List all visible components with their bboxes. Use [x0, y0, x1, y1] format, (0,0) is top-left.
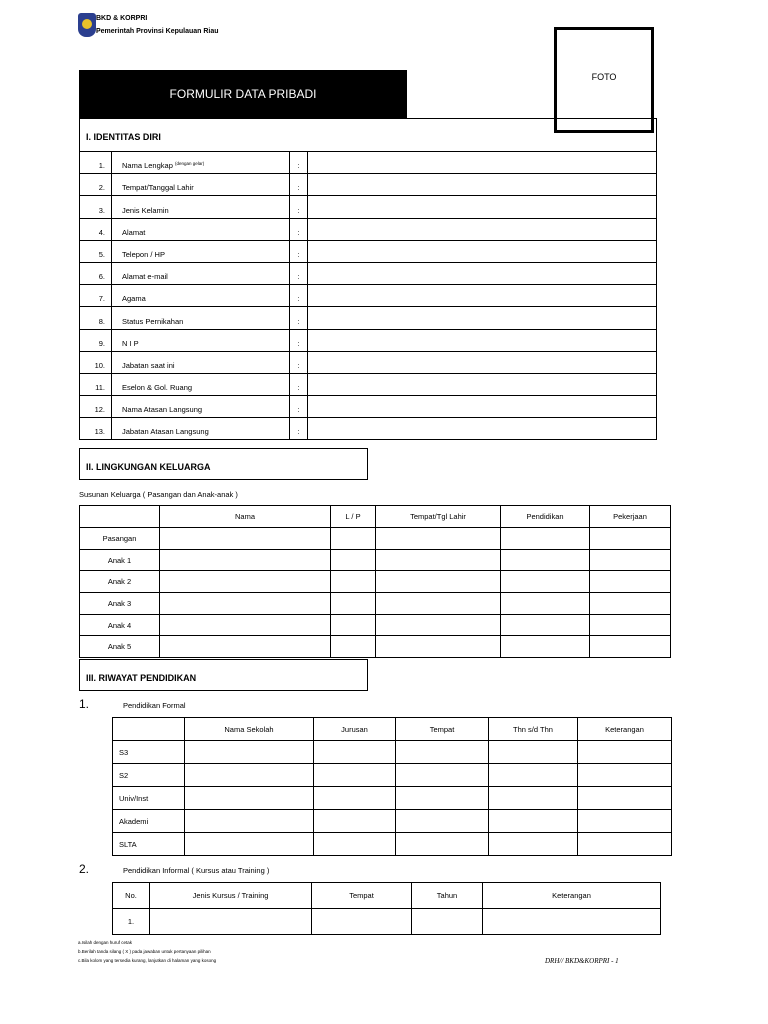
- field-label: Eselon & Gol. Ruang: [122, 383, 193, 393]
- formal-input-cell[interactable]: [396, 764, 489, 787]
- family-row: [80, 593, 671, 615]
- informal-row-label: 1.: [113, 909, 150, 935]
- field-number: 10.: [80, 351, 112, 373]
- family-input-cell[interactable]: [501, 614, 590, 636]
- identity-row: [80, 307, 657, 329]
- section-pendidikan-title: III. RIWAYAT PENDIDIKAN: [79, 659, 368, 691]
- field-colon: :: [290, 396, 308, 418]
- family-input-cell[interactable]: [331, 636, 376, 658]
- identity-row: [80, 262, 657, 284]
- field-label-cell: [112, 396, 290, 418]
- field-label: Jabatan Atasan Langsung: [122, 427, 209, 437]
- formal-header: Nama Sekolah: [185, 718, 314, 741]
- formal-input-cell[interactable]: [396, 741, 489, 764]
- formal-input-cell[interactable]: [185, 833, 314, 856]
- field-number: 11.: [80, 373, 112, 395]
- informal-input-cell[interactable]: [412, 909, 483, 935]
- family-row: [80, 549, 671, 571]
- field-number: 1.: [80, 152, 112, 174]
- formal-input-cell[interactable]: [578, 764, 672, 787]
- field-label-cell: [112, 218, 290, 240]
- informal-row: [113, 909, 661, 935]
- identity-row: [80, 152, 657, 174]
- informal-label: Pendidikan Informal ( Kursus atau Training ): [123, 866, 270, 875]
- note-a: a.Isilah dengan huruf cetak: [78, 940, 133, 945]
- field-input[interactable]: [308, 196, 657, 218]
- section-identitas-title: I. IDENTITAS DIRI: [79, 118, 657, 152]
- informal-header: Tempat: [312, 883, 412, 909]
- field-number: 8.: [80, 307, 112, 329]
- form-title-text: FORMULIR DATA PRIBADI: [169, 87, 317, 101]
- formal-input-cell[interactable]: [314, 741, 396, 764]
- formal-input-cell[interactable]: [185, 741, 314, 764]
- identity-table: [79, 151, 657, 440]
- field-label: Telepon / HP: [122, 249, 165, 259]
- family-input-cell[interactable]: [590, 528, 671, 550]
- family-input-cell[interactable]: [376, 614, 501, 636]
- field-input[interactable]: [308, 396, 657, 418]
- family-input-cell[interactable]: [590, 549, 671, 571]
- formal-row-label: Akademi: [113, 810, 185, 833]
- informal-number: 2.: [79, 862, 90, 876]
- informal-input-cell[interactable]: [150, 909, 312, 935]
- field-label-cell: [112, 196, 290, 218]
- page-footer: DRH// BKD&KORPRI - 1: [545, 957, 619, 965]
- formal-header: Tempat: [396, 718, 489, 741]
- family-header: Pendidikan: [501, 506, 590, 528]
- family-input-cell[interactable]: [590, 571, 671, 593]
- formal-input-cell[interactable]: [314, 833, 396, 856]
- field-label: Agama: [122, 294, 146, 304]
- formal-input-cell[interactable]: [489, 741, 578, 764]
- family-input-cell[interactable]: [501, 571, 590, 593]
- field-number: 9.: [80, 329, 112, 351]
- photo-label: FOTO: [591, 72, 617, 82]
- field-label-cell: [112, 174, 290, 196]
- family-input-cell[interactable]: [590, 636, 671, 658]
- formal-input-cell[interactable]: [578, 787, 672, 810]
- family-row-label: Pasangan: [80, 528, 160, 550]
- field-label-cell: [112, 240, 290, 262]
- field-number: 5.: [80, 240, 112, 262]
- field-label: N I P: [122, 338, 139, 348]
- formal-number: 1.: [79, 697, 90, 711]
- field-number: 6.: [80, 262, 112, 284]
- family-input-cell[interactable]: [160, 571, 331, 593]
- field-colon: :: [290, 285, 308, 307]
- informal-input-cell[interactable]: [312, 909, 412, 935]
- field-number: 3.: [80, 196, 112, 218]
- field-label: Status Pernikahan: [122, 316, 184, 326]
- field-input[interactable]: [308, 285, 657, 307]
- family-input-cell[interactable]: [590, 593, 671, 615]
- note-b: b.Berilah tanda silang ( X ) pada jawaban untuk pertanyaan pilihan: [78, 949, 211, 954]
- field-input[interactable]: [308, 373, 657, 395]
- family-input-cell[interactable]: [331, 528, 376, 550]
- family-input-cell[interactable]: [160, 636, 331, 658]
- org-name: BKD & KORPRI: [96, 15, 148, 22]
- field-label: Alamat: [122, 227, 146, 237]
- formal-header: Thn s/d Thn: [489, 718, 578, 741]
- informal-header: Jenis Kursus / Training: [150, 883, 312, 909]
- formal-header: Keterangan: [578, 718, 672, 741]
- formal-input-cell[interactable]: [489, 787, 578, 810]
- family-row-label: Anak 1: [80, 549, 160, 571]
- section-keluarga-title: II. LINGKUNGAN KELUARGA: [79, 448, 368, 480]
- field-colon: :: [290, 329, 308, 351]
- note-c: c.Bila kolom yang tersedia kurang, lanjutkan di halaman yang kosong: [78, 958, 217, 963]
- formal-row-label: Univ/Inst: [113, 787, 185, 810]
- formal-input-cell[interactable]: [396, 787, 489, 810]
- informal-header: Keterangan: [483, 883, 661, 909]
- family-row-label: Anak 5: [80, 636, 160, 658]
- formal-header-blank: [113, 718, 185, 741]
- field-label: Jenis Kelamin: [122, 205, 169, 215]
- family-input-cell[interactable]: [501, 549, 590, 571]
- field-label-cell: [112, 351, 290, 373]
- field-label: Nama Lengkap: [122, 161, 173, 171]
- family-input-cell[interactable]: [160, 528, 331, 550]
- formal-input-cell[interactable]: [396, 810, 489, 833]
- formal-input-cell[interactable]: [185, 764, 314, 787]
- family-input-cell[interactable]: [376, 571, 501, 593]
- identity-row: [80, 418, 657, 440]
- family-row-label: Anak 2: [80, 571, 160, 593]
- family-input-cell[interactable]: [160, 614, 331, 636]
- formal-input-cell[interactable]: [489, 764, 578, 787]
- family-row-label: Anak 4: [80, 614, 160, 636]
- formal-row: [113, 833, 672, 856]
- field-colon: :: [290, 218, 308, 240]
- field-label-cell: [112, 285, 290, 307]
- informal-header: Tahun: [412, 883, 483, 909]
- family-input-cell[interactable]: [331, 593, 376, 615]
- formal-input-cell[interactable]: [578, 741, 672, 764]
- field-colon: :: [290, 240, 308, 262]
- identity-row: [80, 285, 657, 307]
- formal-row: [113, 741, 672, 764]
- informal-input-cell[interactable]: [483, 909, 661, 935]
- family-table: [79, 505, 671, 658]
- field-label-cell: [112, 373, 290, 395]
- informal-education-table: [112, 882, 661, 935]
- field-number: 13.: [80, 418, 112, 440]
- field-input[interactable]: [308, 262, 657, 284]
- field-label-cell: [112, 262, 290, 284]
- formal-input-cell[interactable]: [396, 833, 489, 856]
- field-label-cell: [112, 329, 290, 351]
- family-input-cell[interactable]: [376, 528, 501, 550]
- family-input-cell[interactable]: [331, 614, 376, 636]
- field-number: 2.: [80, 174, 112, 196]
- family-row: [80, 636, 671, 658]
- formal-row-label: S3: [113, 741, 185, 764]
- form-title: [79, 70, 407, 118]
- formal-input-cell[interactable]: [314, 787, 396, 810]
- field-label-cell: [112, 307, 290, 329]
- family-header: Nama: [160, 506, 331, 528]
- field-label-cell: [112, 418, 290, 440]
- formal-header: Jurusan: [314, 718, 396, 741]
- field-colon: :: [290, 196, 308, 218]
- formal-label: Pendidikan Formal: [123, 701, 186, 710]
- field-label-cell: [112, 152, 290, 174]
- family-input-cell[interactable]: [590, 614, 671, 636]
- field-note: (dengan gelar): [174, 161, 205, 167]
- field-colon: :: [290, 373, 308, 395]
- family-header: Tempat/Tgl Lahir: [376, 506, 501, 528]
- formal-input-cell[interactable]: [185, 787, 314, 810]
- identity-row: [80, 351, 657, 373]
- field-input[interactable]: [308, 329, 657, 351]
- family-header: L / P: [331, 506, 376, 528]
- field-number: 7.: [80, 285, 112, 307]
- formal-input-cell[interactable]: [185, 810, 314, 833]
- field-colon: :: [290, 307, 308, 329]
- field-colon: :: [290, 152, 308, 174]
- field-input[interactable]: [308, 351, 657, 373]
- identity-row: [80, 373, 657, 395]
- family-subtitle: Susunan Keluarga ( Pasangan dan Anak-anak ): [79, 490, 238, 499]
- field-colon: :: [290, 418, 308, 440]
- field-input[interactable]: [308, 218, 657, 240]
- informal-header: No.: [113, 883, 150, 909]
- field-input[interactable]: [308, 174, 657, 196]
- family-input-cell[interactable]: [376, 549, 501, 571]
- field-input[interactable]: [308, 307, 657, 329]
- formal-input-cell[interactable]: [489, 810, 578, 833]
- formal-row-label: SLTA: [113, 833, 185, 856]
- field-input[interactable]: [308, 240, 657, 262]
- identity-row: [80, 396, 657, 418]
- family-input-cell[interactable]: [501, 636, 590, 658]
- family-input-cell[interactable]: [160, 593, 331, 615]
- formal-input-cell[interactable]: [489, 833, 578, 856]
- formal-row: [113, 764, 672, 787]
- family-input-cell[interactable]: [376, 593, 501, 615]
- family-input-cell[interactable]: [331, 549, 376, 571]
- formal-row: [113, 810, 672, 833]
- family-header-blank: [80, 506, 160, 528]
- family-input-cell[interactable]: [501, 528, 590, 550]
- field-colon: :: [290, 174, 308, 196]
- identity-row: [80, 196, 657, 218]
- family-header: Pekerjaan: [590, 506, 671, 528]
- family-row: [80, 571, 671, 593]
- identity-row: [80, 240, 657, 262]
- field-label: Tempat/Tanggal Lahir: [122, 183, 194, 193]
- family-row: [80, 614, 671, 636]
- formal-input-cell[interactable]: [314, 764, 396, 787]
- field-colon: :: [290, 351, 308, 373]
- field-number: 12.: [80, 396, 112, 418]
- formal-input-cell[interactable]: [314, 810, 396, 833]
- field-input[interactable]: [308, 152, 657, 174]
- field-input[interactable]: [308, 418, 657, 440]
- family-row-label: Anak 3: [80, 593, 160, 615]
- identity-row: [80, 218, 657, 240]
- field-label: Nama Atasan Langsung: [122, 405, 203, 415]
- formal-row: [113, 787, 672, 810]
- formal-row-label: S2: [113, 764, 185, 787]
- provincial-emblem-logo: [78, 13, 96, 37]
- field-label: Alamat e-mail: [122, 272, 168, 282]
- family-row: [80, 528, 671, 550]
- family-input-cell[interactable]: [160, 549, 331, 571]
- family-input-cell[interactable]: [501, 593, 590, 615]
- org-subtitle: Pemerintah Provinsi Kepulauan Riau: [96, 28, 219, 35]
- family-input-cell[interactable]: [331, 571, 376, 593]
- identity-row: [80, 174, 657, 196]
- formal-input-cell[interactable]: [578, 810, 672, 833]
- formal-input-cell[interactable]: [578, 833, 672, 856]
- field-number: 4.: [80, 218, 112, 240]
- field-label: Jabatan saat ini: [122, 360, 175, 370]
- family-input-cell[interactable]: [376, 636, 501, 658]
- formal-education-table: [112, 717, 672, 856]
- field-colon: :: [290, 262, 308, 284]
- identity-row: [80, 329, 657, 351]
